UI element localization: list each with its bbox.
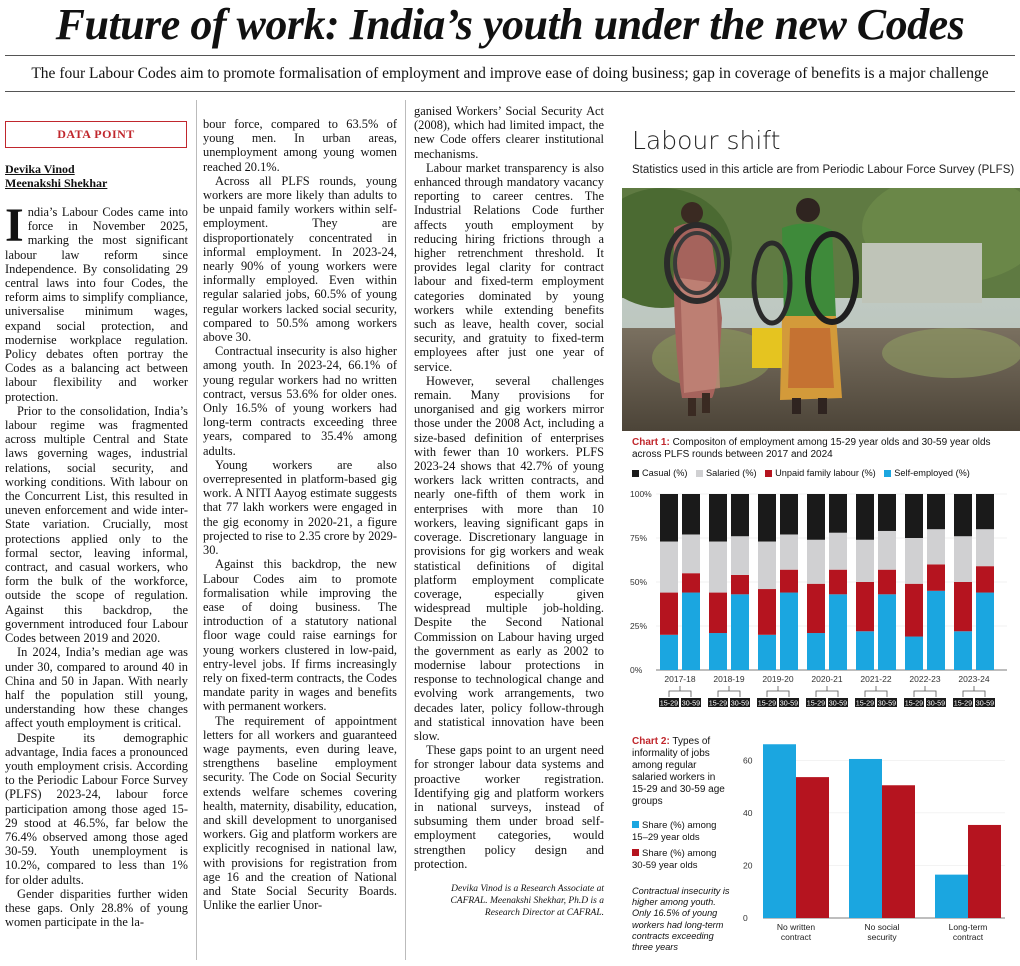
x-category-label: No written	[776, 922, 816, 932]
bar-segment-self	[976, 593, 994, 670]
bar-segment-casual	[807, 494, 825, 540]
bar-segment-casual	[758, 494, 776, 542]
bar-segment-unpaid	[856, 582, 874, 631]
paragraph: India’s Labour Codes came into force in November 2025, marking the most significant labour law reform since Independence. By consolidating 29 central laws into four Codes, the reform aims to simplify compliance, universalise minimum wages, expand social protection, and modernise workplace regulation. Policy debates often portray the Codes as a balancing act between labour flexibility and worker protection.	[5, 199, 188, 404]
y-tick-label: 0%	[630, 665, 643, 675]
y-tick-label: 20	[743, 860, 753, 871]
age-group-label: 30-59	[975, 698, 995, 708]
panel-subtitle: Statistics used in this article are from Periodic Labour Force Survey (PLFS)	[632, 164, 1015, 176]
paragraph: ganised Workers’ Social Security Act (2008), which had limited impact, the new Code offers clearer institutional mechanisms.	[414, 104, 604, 161]
y-tick-label: 60	[743, 755, 753, 766]
bar-segment-self	[709, 633, 727, 670]
column-divider	[405, 100, 406, 960]
bar-segment-self	[807, 633, 825, 670]
age-group-label: 15-29	[953, 698, 973, 708]
y-tick-label: 50%	[630, 577, 648, 587]
bar-segment-unpaid	[780, 570, 798, 593]
bar-segment-self	[878, 594, 896, 670]
legend-label: Casual (%)	[642, 468, 688, 478]
bar-segment-self	[954, 631, 972, 670]
bar-unpaid	[968, 825, 1001, 918]
group-bracket	[718, 686, 740, 697]
bar-segment-unpaid	[660, 593, 678, 635]
x-category-label: contract	[780, 932, 812, 942]
bar-unpaid	[796, 777, 829, 918]
group-bracket	[767, 686, 789, 697]
bar-segment-casual	[878, 494, 896, 531]
article-column-1	[5, 199, 188, 930]
bar-segment-salaried	[780, 534, 798, 569]
legend-label: Self-employed (%)	[894, 468, 970, 478]
headline: Future of work: India’s youth under the new Codes	[55, 0, 965, 49]
bar-segment-self	[829, 594, 847, 670]
author-2[interactable]: Meenakshi Shekhar	[5, 176, 108, 190]
age-group-label: 15-29	[855, 698, 875, 708]
paragraph: Despite its demographic advantage, India faces a pronounced youth employment crisis. According to the Periodic Labour Force Survey (PLFS) 2023-24, labour force participation among those aged 15-29 stood at 46.5%, far below the 76.4% observed among those aged 30-59. Youth unemployment is 10.2%, compared to less than 1% for older adults.	[5, 730, 188, 887]
bar-segment-salaried	[682, 534, 700, 573]
group-bracket	[669, 686, 691, 697]
bar-segment-self	[731, 594, 749, 670]
bar-segment-salaried	[976, 529, 994, 566]
bar-segment-self	[780, 593, 798, 670]
legend-swatch-adult	[632, 849, 639, 856]
chart2-note: Contractual insecurity is higher among youth. Only 16.5% of young workers had long-term contracts exceeding three years	[632, 886, 730, 953]
age-group-label: 30-59	[681, 698, 701, 708]
y-tick-label: 40	[743, 807, 753, 818]
bar-segment-salaried	[878, 531, 896, 570]
bar-self	[849, 759, 882, 918]
age-group-label: 30-59	[828, 698, 848, 708]
bar-segment-casual	[731, 494, 749, 536]
x-group-label: 2021-22	[860, 674, 892, 684]
age-group-label: 30-59	[730, 698, 750, 708]
x-category-label: security	[867, 932, 897, 942]
column-divider	[196, 100, 197, 960]
chart2-legend-item: Share (%) among 30-59 year olds	[632, 848, 717, 871]
x-category-label: Long-term	[948, 922, 988, 932]
x-category-label: No social	[864, 922, 900, 932]
bar-segment-casual	[780, 494, 798, 534]
chart1-caption: Chart 1: Compositon of employment among 15-29 year olds and 30-59 year olds across PLFS rounds between 2017 and 2024	[632, 437, 991, 460]
chart2-grouped-bars	[735, 728, 1017, 964]
age-group-label: 15-29	[659, 698, 679, 708]
paragraph: However, several challenges remain. Many provisions for unorganised and gig workers mirror those under the 2008 Act, including a size-based definition of enterprises with fewer than 10 workers. PLFS 2023-24 shows that 42.7% of young workers lack written contracts, and nearly one-fifth of them work in enterprises with more than 10 workers, leaving significant gaps in coverage. Discretionary language in provisions for gig workers and weak statistical definitions of digital platform employment complicate coverage, especially given widespread multiple job-holding. Despite the Second National Commission on Labour having urged the government as early as 2002 to modernise labour protections in response to technological change and evolving work arrangements, two decades later, policy follow-through and statistical innovation have been slow.	[414, 373, 604, 743]
paragraph: Across all PLFS rounds, young workers are more likely than adults to be unpaid family workers within self-employment. They are disproportionately concentrated in informal employment. In 2023-24, nearly 90% of young workers were informally employed. Even within regular salaried jobs, 60.5% of young regular workers lacked social security, compared to 50.5% among workers above 30.	[203, 173, 397, 345]
bar-segment-casual	[927, 494, 945, 529]
legend-label: Salaried (%)	[706, 468, 757, 478]
bar-segment-self	[927, 591, 945, 670]
bar-segment-salaried	[905, 538, 923, 584]
bar-segment-self	[758, 635, 776, 670]
age-group-label: 15-29	[806, 698, 826, 708]
bar-segment-salaried	[660, 542, 678, 593]
group-bracket	[865, 686, 887, 697]
group-bracket	[816, 686, 838, 697]
x-group-label: 2020-21	[811, 674, 843, 684]
bar-segment-casual	[682, 494, 700, 534]
x-category-label: contract	[952, 932, 984, 942]
bar-segment-unpaid	[976, 566, 994, 592]
paragraph: Contractual insecurity is also higher among youth. In 2023-24, 66.1% of young regular workers had no written contract, versus 53.6% for older ones. Only 16.5% of young workers had long-term contracts exceeding three years, compared to 35.4% among adults.	[203, 344, 397, 458]
paragraph: Young workers are also overrepresented in platform-based gig work. A NITI Aayog estimate suggests that 77 lakh workers were engaged in the gig economy in 2020-21, a figure projected to rise to 2.35 crore by 2029-30.	[203, 457, 397, 558]
drop-cap: I	[5, 199, 24, 252]
bar-segment-casual	[905, 494, 923, 538]
x-group-label: 2023-24	[958, 674, 990, 684]
bar-segment-self	[856, 631, 874, 670]
bar-segment-casual	[856, 494, 874, 540]
legend-swatch-youth	[632, 821, 639, 828]
top-rule	[5, 55, 1015, 56]
chart2-caption: Chart 2: Types of informality of jobs among regular salaried workers in 15-29 and 30-59 age groups	[632, 736, 725, 807]
bar-segment-unpaid	[682, 573, 700, 592]
article-column-3	[414, 104, 604, 919]
bar-segment-self	[682, 593, 700, 670]
x-group-label: 2018-19	[713, 674, 745, 684]
bar-segment-salaried	[829, 533, 847, 570]
article-column-2	[203, 117, 397, 912]
bar-segment-self	[905, 637, 923, 670]
paragraph: Labour market transparency is also enhanced through mandatory vacancy reporting to career centres. The Industrial Relations Code further affects youth employment by reducing hiring frictions through a higher retrenchment threshold. It provides legal clarity for contract labour and fixed-term employment categories dominated by young workers while extending benefits such as leave, health cover, social security, and gratuity to fixed-term employees after just one year of service.	[414, 160, 604, 374]
author-note: Devika Vinod is a Research Associate at CAFRAL. Meenakshi Shekhar, Ph.D is a Research Director at CAFRAL.	[450, 883, 604, 918]
paragraph: Prior to the consolidation, India’s labour regime was fragmented across multiple Central and State laws governing wages, industrial relations, social security, and working conditions. With labour on the Concurrent List, this resulted in uneven enforcement and wide inter-State variation. Crucially, most protections applied only to the formal sector, leaving informal, contract, and casual workers, who form the bulk of the workforce, outside the scope of regulation. Against this backdrop, the government introduced four Labour Codes between 2019 and 2020.	[5, 403, 188, 646]
y-tick-label: 100%	[630, 489, 652, 499]
bar-segment-unpaid	[878, 570, 896, 595]
y-tick-label: 0	[743, 913, 748, 923]
y-tick-label: 75%	[630, 533, 648, 543]
bar-segment-salaried	[954, 536, 972, 582]
paragraph: In 2024, India’s median age was under 30, compared to around 40 in China and 50 in Japan. With nearly half the population still young, understanding how these changes affect youth employment is critical.	[5, 645, 188, 731]
bar-segment-unpaid	[807, 584, 825, 633]
bar-segment-casual	[976, 494, 994, 529]
legend-swatch-unpaid	[765, 470, 772, 477]
chart1-legend	[632, 468, 970, 478]
age-group-label: 30-59	[779, 698, 799, 708]
panel-title: Labour shift	[632, 126, 781, 155]
age-group-label: 30-59	[877, 698, 897, 708]
bar-self	[935, 875, 968, 918]
bar-segment-salaried	[709, 542, 727, 593]
paragraph: The requirement of appointment letters for all workers and guaranteed wage payments, even during leave, strengthens baseline employment security. The Code on Social Security extends welfare schemes covering health, maternity, disability, education, and skill development to unorganised workers. Gig and platform workers are explicitly recognised in national law, with provisions for registration from age 16 and the creation of National and State Social Security Boards. Unlike the earlier Unor-	[203, 713, 397, 913]
bar-segment-salaried	[731, 536, 749, 575]
paragraph: bour force, compared to 63.5% of young men. In urban areas, unemployment among young women reached 20.1%.	[203, 117, 397, 174]
photo-illustration	[622, 188, 1020, 431]
legend-swatch-self	[884, 470, 891, 477]
x-group-label: 2022-23	[909, 674, 941, 684]
age-group-label: 15-29	[904, 698, 924, 708]
bar-segment-unpaid	[905, 584, 923, 637]
chart2-legend-item: Share (%) among 15–29 year olds	[632, 820, 717, 843]
sub-rule	[5, 91, 1015, 92]
y-tick-label: 25%	[630, 621, 648, 631]
age-group-label: 15-29	[757, 698, 777, 708]
paragraph: These gaps point to an urgent need for stronger labour data systems and proactive worker registration. Identifying gig and platform workers in national surveys, instead of subsuming them under broad self-employment categories, would strengthen policy design and protection.	[414, 743, 604, 871]
bar-segment-unpaid	[829, 570, 847, 595]
legend-swatch-casual	[632, 470, 639, 477]
chart1-stacked-bars	[622, 484, 1020, 716]
x-group-label: 2017-18	[664, 674, 696, 684]
bar-segment-unpaid	[709, 593, 727, 633]
group-bracket	[914, 686, 936, 697]
bar-segment-casual	[954, 494, 972, 536]
bar-segment-salaried	[758, 542, 776, 590]
bar-segment-salaried	[807, 540, 825, 584]
age-group-label: 15-29	[708, 698, 728, 708]
bar-unpaid	[882, 785, 915, 918]
subheadline: The four Labour Codes aim to promote formalisation of employment and improve ease of doing business; gap in coverage of benefits is a major challenge	[31, 65, 989, 82]
group-bracket	[963, 686, 985, 697]
bar-segment-salaried	[856, 540, 874, 582]
bar-segment-unpaid	[758, 589, 776, 635]
byline	[5, 162, 107, 190]
legend-label: Unpaid family labour (%)	[775, 468, 876, 478]
bar-segment-casual	[709, 494, 727, 542]
paragraph: Against this backdrop, the new Labour Codes aim to promote formalisation while improving the ease of doing business. The introduction of a statutory national floor wage could raise earnings for young workers clustered in low-paid, entry-level jobs. If firms increasingly rely on fixed-term contracts, the Codes mandate parity in wages and benefits with permanent workers.	[203, 557, 397, 714]
bar-segment-casual	[829, 494, 847, 533]
bar-segment-casual	[660, 494, 678, 542]
bar-segment-unpaid	[731, 575, 749, 594]
author-1[interactable]: Devika Vinod	[5, 162, 75, 176]
bar-self	[763, 744, 796, 918]
bar-segment-salaried	[927, 529, 945, 564]
workers-photo	[622, 188, 1020, 431]
x-group-label: 2019-20	[762, 674, 794, 684]
bar-segment-unpaid	[927, 564, 945, 590]
bar-segment-unpaid	[954, 582, 972, 631]
legend-swatch-salaried	[696, 470, 703, 477]
age-group-label: 30-59	[926, 698, 946, 708]
paragraph: Gender disparities further widen these gaps. Only 28.8% of young women participate in the la-	[5, 886, 188, 930]
data-point-tag: DATA POINT	[5, 121, 187, 148]
bar-segment-self	[660, 635, 678, 670]
